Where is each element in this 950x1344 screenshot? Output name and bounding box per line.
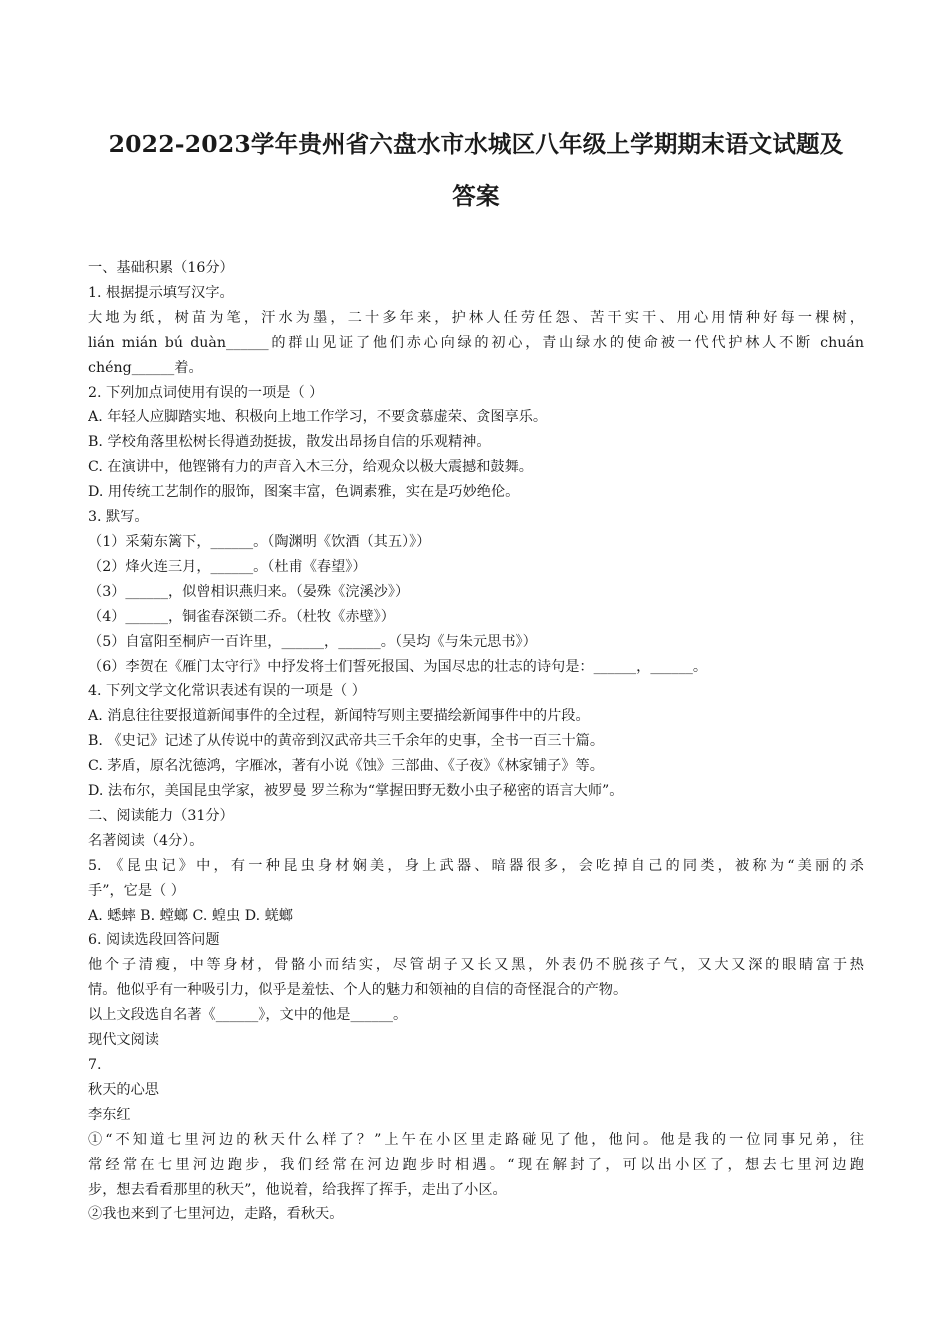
title-line-2: 答案: [452, 182, 500, 210]
option-d: D. 用传统工艺制作的服饰，图案丰富，色调素雅，实在是巧妙绝伦。: [88, 484, 520, 501]
dictation-item: （4）______，铜雀春深锁二乔。（杜牧《赤壁》）: [88, 608, 395, 625]
question-6: 6. 阅读选段回答问题: [88, 932, 220, 949]
article-line: ②我也来到了七里河边，走路，看秋天。: [88, 1206, 344, 1223]
subsection-heading: 名著阅读（4分）。: [88, 832, 204, 849]
question-5-cont: 手”，它是（ ）: [88, 882, 185, 899]
dictation-item: （2）烽火连三月，______。（杜甫《春望》）: [88, 558, 367, 575]
article-author: 李东红: [88, 1106, 131, 1123]
article-line: 步，想去看看那里的秋天”，他说着，给我挥了挥手，走出了小区。: [88, 1181, 507, 1198]
paragraph-line: 大地为纸，树苗为笔，汗水为墨，二十多年来，护林人任劳任怨、苦干实干、用心用情种好每一棵树，: [88, 309, 864, 326]
options: A. 蟋蟀 B. 螳螂 C. 蝗虫 D. 蜣螂: [88, 907, 293, 924]
question-2: 2. 下列加点词使用有误的一项是（ ）: [88, 384, 324, 401]
document-body: [88, 256, 864, 1227]
dictation-item: （5）自富阳至桐庐一百许里，______，______。（吴均《与朱元思书》）: [88, 633, 537, 650]
option-d: D. 法布尔，美国昆虫学家，被罗曼 罗兰称为“掌握田野无数小虫子秘密的语言大师”。: [88, 783, 624, 800]
dictation-item: （3）______，似曾相识燕归来。（晏殊《浣溪沙》）: [88, 583, 410, 600]
option-b: B. 《史记》记述了从传说中的黄帝到汉武帝共三千余年的史事，全书一百三十篇。: [88, 733, 605, 750]
article-title: 秋天的心思: [88, 1081, 159, 1098]
title-line-1: 2022-2023学年贵州省六盘水市水城区八年级上学期期末语文试题及: [108, 130, 844, 158]
document-title: [88, 118, 864, 222]
question-4: 4. 下列文学文化常识表述有误的一项是（ ）: [88, 683, 366, 700]
excerpt-line: 他个子清瘦，中等身材，骨骼小而结实，尽管胡子又长又黑，外表仍不脱孩子气，又大又深的眼睛富于热: [88, 957, 864, 974]
article-line: ①“不知道七里河边的秋天什么样了？”上午在小区里走路碰见了他，他问。他是我的一位同事兄弟，往: [88, 1131, 864, 1148]
option-b: B. 学校角落里松树长得遒劲挺拔，散发出昂扬自信的乐观精神。: [88, 434, 491, 451]
subsection-heading: 现代文阅读: [88, 1032, 159, 1049]
option-a: A. 消息往往要报道新闻事件的全过程，新闻特写则主要描绘新闻事件中的片段。: [88, 708, 590, 725]
dictation-item: （1）采菊东篱下，______。（陶渊明《饮酒（其五）》）: [88, 533, 431, 550]
paragraph-line: chéng______着。: [88, 359, 203, 376]
option-c: C. 在演讲中，他铿锵有力的声音入木三分，给观众以极大震撼和鼓舞。: [88, 459, 533, 476]
question-7: 7.: [88, 1057, 102, 1073]
option-c: C. 茅盾，原名沈德鸿，字雁冰，著有小说《蚀》三部曲、《子夜》《林家铺子》等。: [88, 758, 604, 775]
section-heading: 二、阅读能力（31分）: [88, 807, 234, 824]
excerpt-line: 情。他似乎有一种吸引力，似乎是羞怯、个人的魅力和领袖的自信的奇怪混合的产物。: [88, 982, 628, 999]
dictation-item: （6）李贺在《雁门太守行》中抒发将士们誓死报国、为国尽忠的壮志的诗句是：______，______。: [88, 658, 708, 675]
question-3: 3. 默写。: [88, 509, 149, 526]
question-5: 5. 《昆虫记》中，有一种昆虫身材娴美，身上武器、暗器很多，会吃掉自己的同类，被称为“美丽的杀: [88, 857, 864, 874]
question-6-prompt: 以上文段选自名著《______》，文中的他是______。: [88, 1007, 408, 1024]
option-a: A. 年轻人应脚踏实地、积极向上地工作学习，不要贪慕虚荣、贪图享乐。: [88, 409, 548, 426]
section-heading: 一、基础积累（16分）: [88, 260, 234, 276]
question-1: 1. 根据提示填写汉字。: [88, 284, 234, 301]
article-line: 常经常在七里河边跑步，我们经常在河边跑步时相遇。“现在解封了，可以出小区了，想去七里河边跑: [88, 1156, 864, 1173]
paragraph-line: lián mián bú duàn______的群山见证了他们赤心向绿的初心，青山绿水的使命被一代代护林人不断 chuán: [88, 334, 864, 351]
